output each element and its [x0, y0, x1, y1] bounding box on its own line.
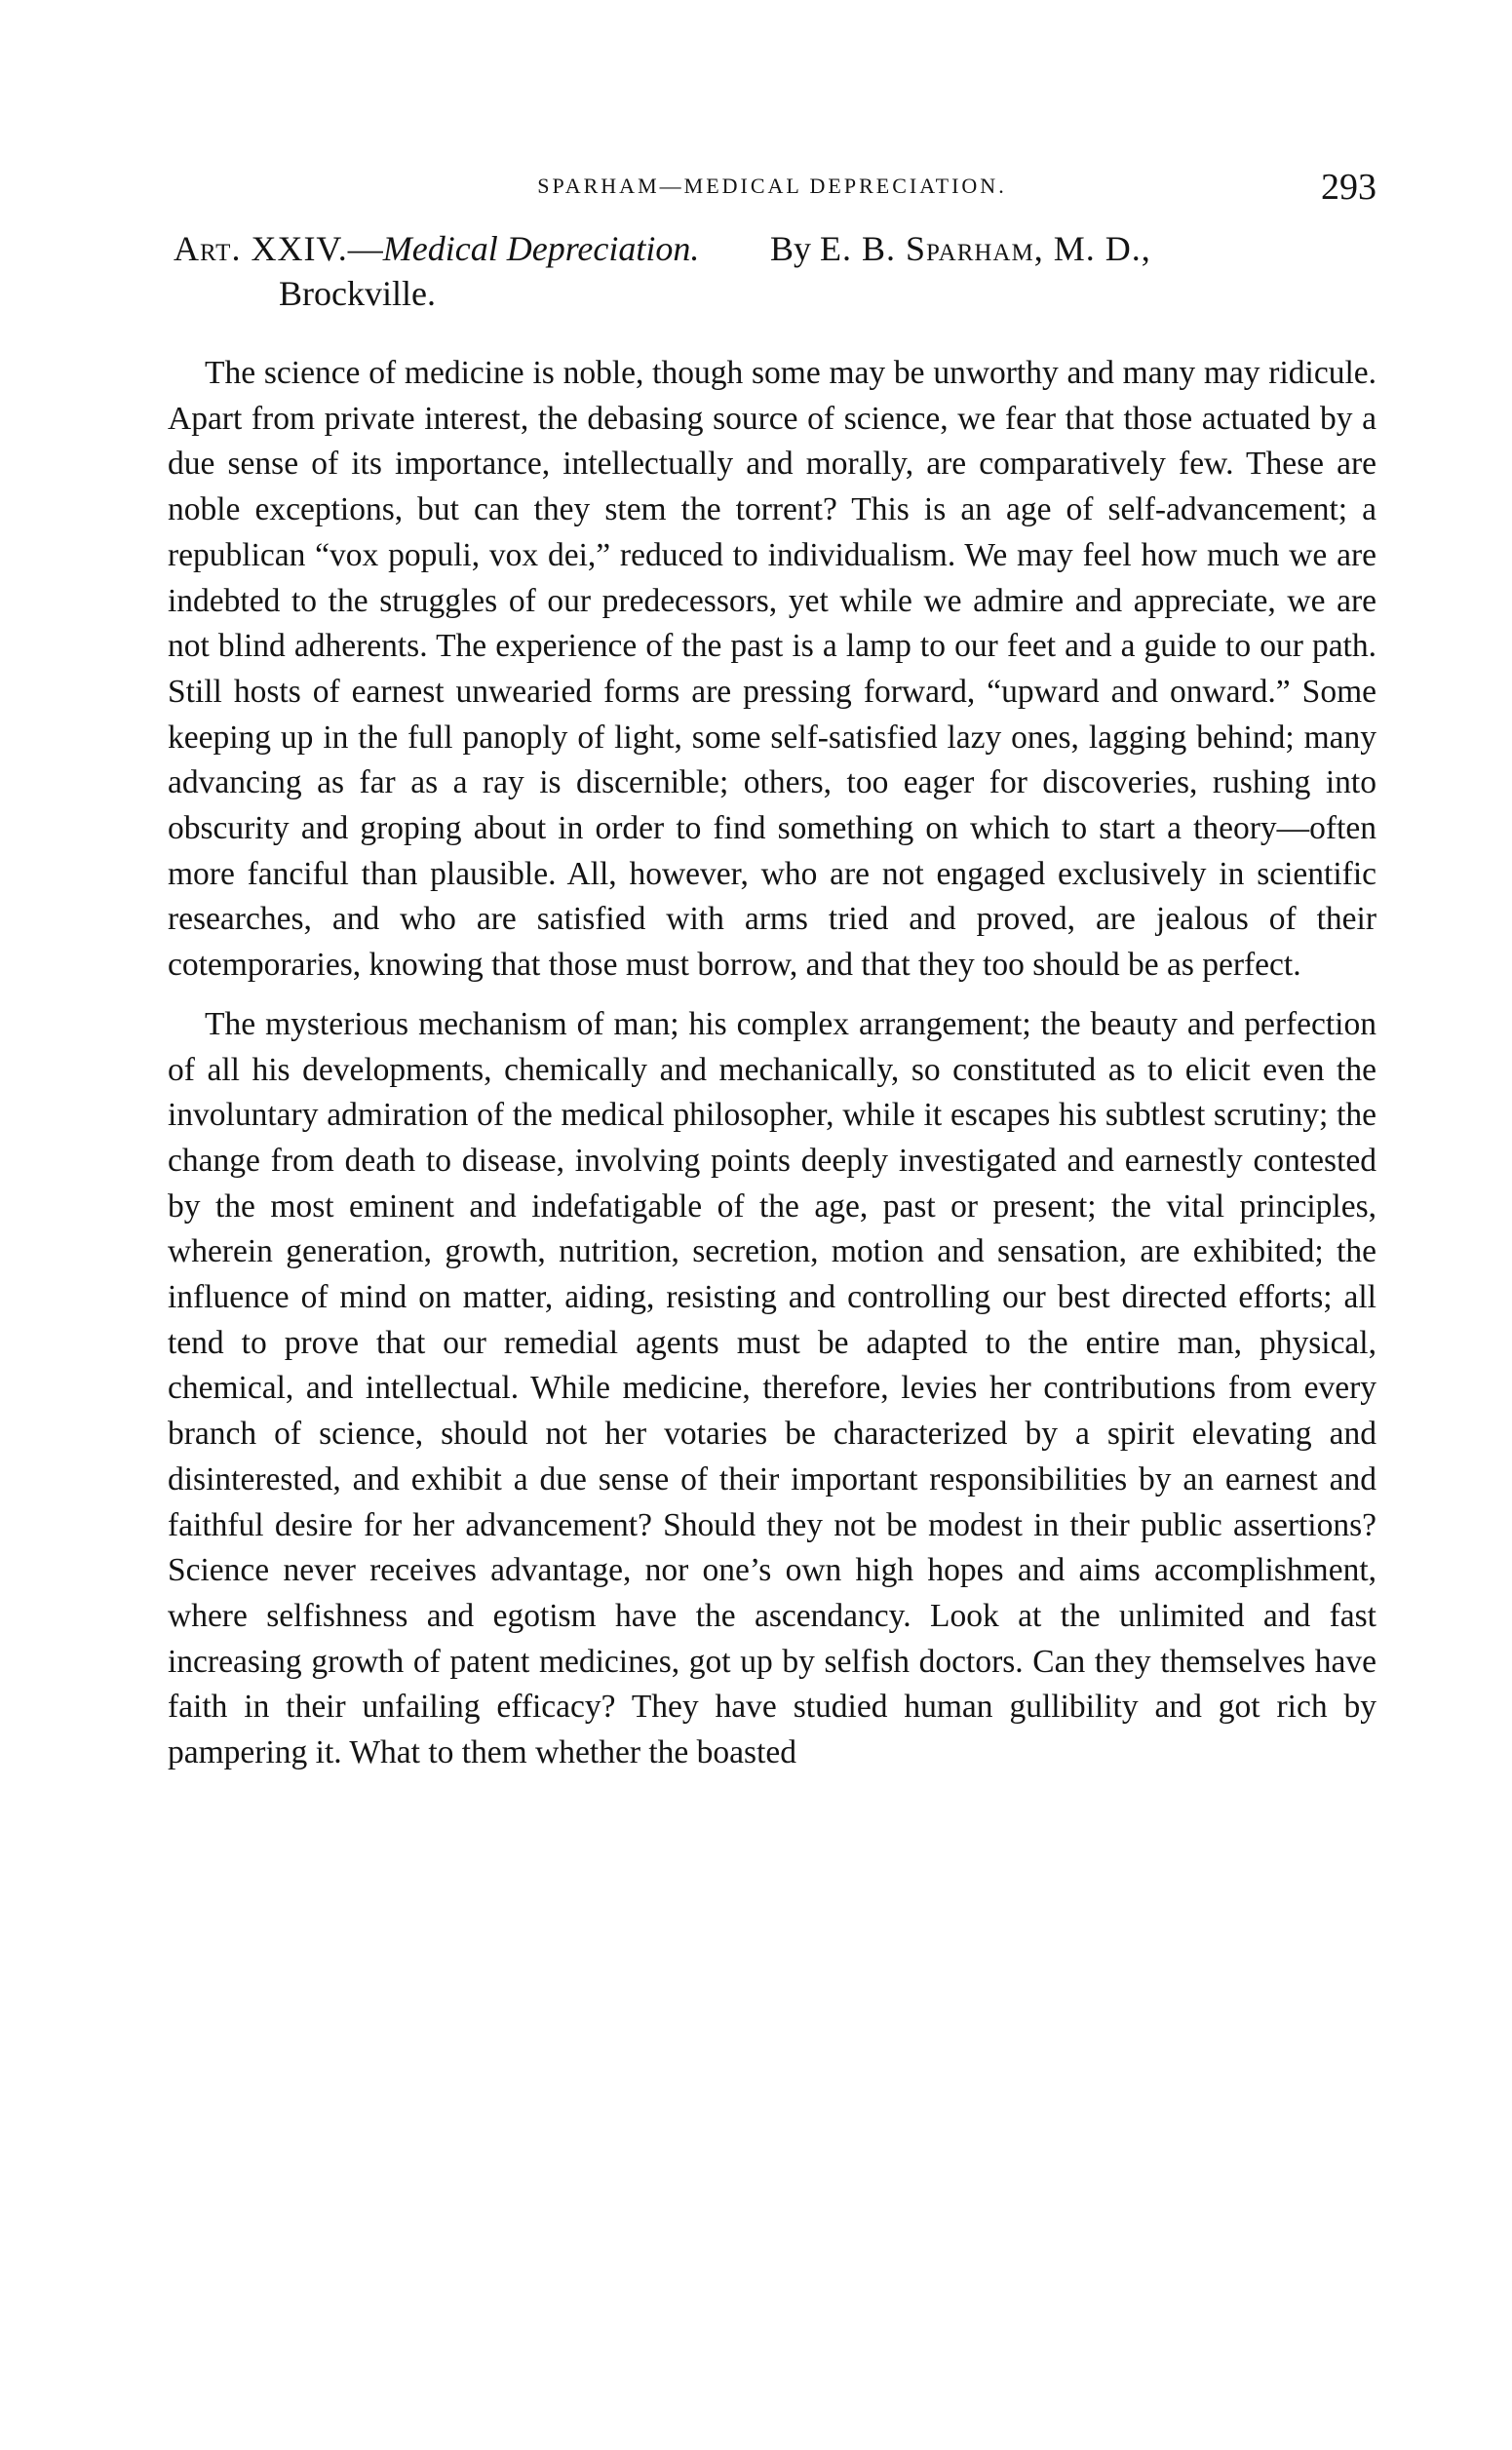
article-dash: — — [347, 229, 383, 268]
byline-by: By — [770, 229, 812, 268]
running-head — [168, 166, 1376, 214]
paragraph-2: The mysterious mechanism of man; his complex arrangement; the beauty and perfection of all his developments, chemically and mechanically, so constituted as to elicit even the involuntary admiration of the medical philosopher, while it escapes his subtlest scrutiny; the change from death to disease, involving points deeply investigated and earnestly contested by the most eminent and indefatigable of the age, past or present; the vital principles, wherein generation, growth, nutrition, secretion, motion and sensation, are exhibited; the influence of mind on matter, aiding, resisting and controlling our best directed efforts; all tend to prove that our remedial agents must be adapted to the entire man, physical, chemical, and intellectual. While medicine, therefore, levies her contributions from every branch of science, should not her votaries be characterized by a spirit elevating and disinterested, and exhibit a due sense of their important responsibilities by an earnest and faithful desire for her advancement? Should they not be modest in their public assertions? Science never receives advantage, nor one’s own high hopes and aims accomplishment, where selfishness and egotism have the ascendancy. Look at the unlimited and fast increasing growth of patent medicines, got up by selfish doctors. Can they themselves have faith in their unfailing efficacy? They have studied human gullibility and got rich by pampering it. What to them whether the boasted — [168, 1005, 1376, 1771]
page-number: 293 — [1321, 167, 1376, 208]
article-title: Medical Depreciation. — [382, 229, 700, 268]
article-byline — [770, 226, 1151, 271]
paragraph-1: The science of medicine is noble, though some may be unworthy and many may ridicule. Apart from private interest, the debasing source of science, we fear that those actuated by a due sense of its importance, intellectually and morally, are comparatively few. These are noble exceptions, but can they stem the torrent? This is an age of self-advancement; a republican “vox populi, vox dei,” reduced to individualism. We may feel how much we are indebted to the struggles of our predecessors, yet while we admire and appreciate, we are not blind adherents. The experience of the past is a lamp to our feet and a guide to our path. Still hosts of earnest unwearied forms are pressing forward, “upward and onward.” Some keeping up in the full panoply of light, some self-satisfied lazy ones, lagging behind; many advancing as far as a ray is discernible; others, too eager for discoveries, rushing into obscurity and groping about in order to find something on which to start a theory—often more fanciful than plausible. All, however, who are not engaged exclusively in scientific researches, and who are satisfied with arms tried and proved, are jealous of their cotemporaries, knowing that those must borrow, and that they too should be as perfect. — [168, 355, 1376, 984]
article-label: Art. XXIV. — [174, 229, 348, 268]
running-title: SPARHAM—MEDICAL DEPRECIATION. — [537, 174, 1007, 198]
article-place: Brockville. — [279, 274, 436, 313]
article-heading — [174, 226, 1373, 313]
article-body — [168, 351, 1376, 1790]
article-author: E. B. Sparham, M. D., — [820, 229, 1151, 268]
